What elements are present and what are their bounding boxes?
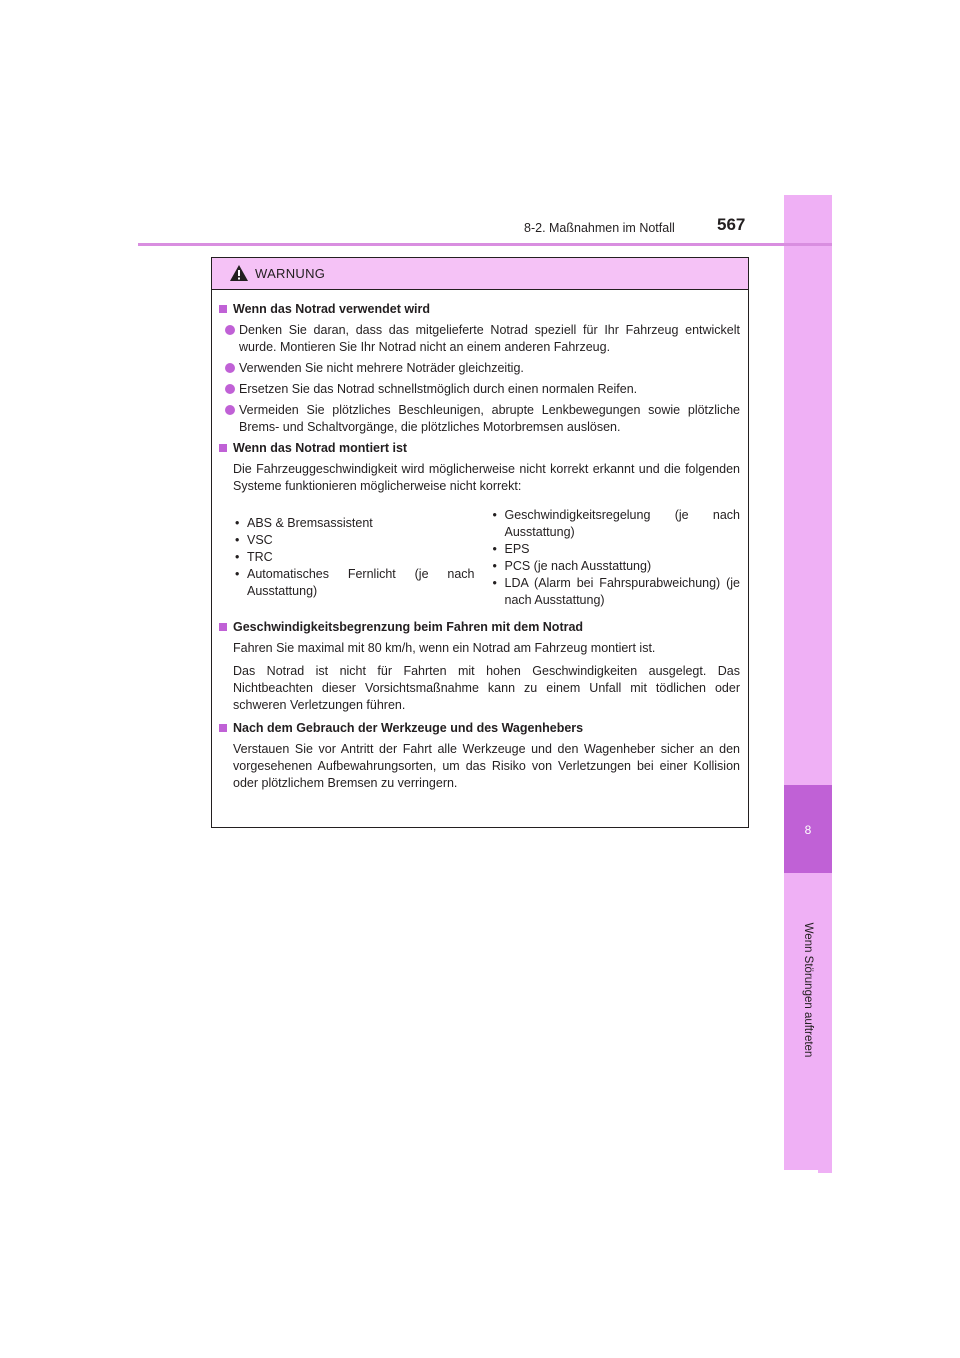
circle-bullet-icon: [225, 384, 235, 394]
warning-header: [212, 258, 748, 290]
warning-triangle-icon: [229, 264, 249, 282]
list-item: Verwenden Sie nicht mehrere Noträder gleichzeitig.: [219, 360, 740, 377]
list-item: • TRC: [235, 550, 273, 564]
square-bullet-icon: [219, 444, 227, 452]
square-bullet-icon: [219, 724, 227, 732]
section-heading: Wenn das Notrad verwendet wird: [219, 301, 740, 318]
list-item: Denken Sie daran, dass das mitgelieferte Notrad speziell für Ihr Fahrzeug entwickelt wurde. Montieren Sie Ihr Notrad nicht an einem anderen Fahrzeug.: [219, 322, 740, 356]
list-item: • VSC: [235, 533, 273, 547]
list-item: • Geschwindigkeitsregelung (je nach Ausstattung): [492, 508, 740, 539]
warning-box: [211, 257, 749, 828]
section-heading: Geschwindigkeitsbegrenzung beim Fahren mit dem Notrad: [219, 619, 740, 636]
circle-bullet-icon: [225, 405, 235, 415]
header-divider: [138, 243, 832, 246]
system-list-left: [233, 507, 487, 609]
paragraph: Fahren Sie maximal mit 80 km/h, wenn ein Notrad am Fahrzeug montiert ist.: [233, 641, 656, 655]
paragraph: Das Notrad ist nicht für Fahrten mit hohen Geschwindigkeiten ausgelegt. Das Nichtbeachten dieser Vorsichtsmaßnahme kann zu einem Unfall mit tödlichen oder schweren Verletzungen führen.: [233, 664, 740, 712]
list-item: Vermeiden Sie plötzliches Beschleunigen, abrupte Lenkbewegungen sowie plötzliche Brems- und Schaltvorgänge, die plötzliches Motorbremsen auslösen.: [219, 402, 740, 436]
chapter-number: 8: [804, 823, 812, 837]
paragraph: Verstauen Sie vor Antritt der Fahrt alle Werkzeuge und den Wagenheber sicher an den vorgesehenen Aufbewahrungsorten, um das Risiko von Verletzungen bei einer Kollision oder plötzlichem Bremsen zu verringern.: [233, 742, 740, 790]
paragraph: Die Fahrzeuggeschwindigkeit wird möglicherweise nicht korrekt erkannt und die folgenden Systeme funktionieren möglicherweise nicht korrekt:: [233, 462, 740, 493]
tab-tick: [818, 1170, 832, 1173]
warning-label: WARNUNG: [255, 266, 326, 281]
list-item: • LDA (Alarm bei Fahrspurabweichung) (je nach Ausstattung): [492, 576, 740, 607]
section-title: 8-2. Maßnahmen im Notfall: [524, 221, 675, 235]
chapter-title: Wenn Störungen auftreten: [802, 922, 814, 1058]
square-bullet-icon: [219, 305, 227, 313]
list-item: • Automatisches Fernlicht (je nach Ausstattung): [235, 567, 475, 598]
square-bullet-icon: [219, 623, 227, 631]
list-item: Ersetzen Sie das Notrad schnellstmöglich durch einen normalen Reifen.: [219, 381, 740, 398]
circle-bullet-icon: [225, 363, 235, 373]
system-list: [233, 507, 740, 609]
list-item: • ABS & Bremsassistent: [235, 516, 373, 530]
warning-body: [212, 290, 748, 792]
page-number: 567: [717, 215, 746, 234]
system-list-right: [487, 507, 741, 609]
list-item: • PCS (je nach Ausstattung): [492, 559, 652, 573]
section-heading: Nach dem Gebrauch der Werkzeuge und des Wagenhebers: [219, 720, 740, 737]
section-heading: Wenn das Notrad montiert ist: [219, 440, 740, 457]
list-item: • EPS: [492, 542, 530, 556]
circle-bullet-icon: [225, 325, 235, 335]
